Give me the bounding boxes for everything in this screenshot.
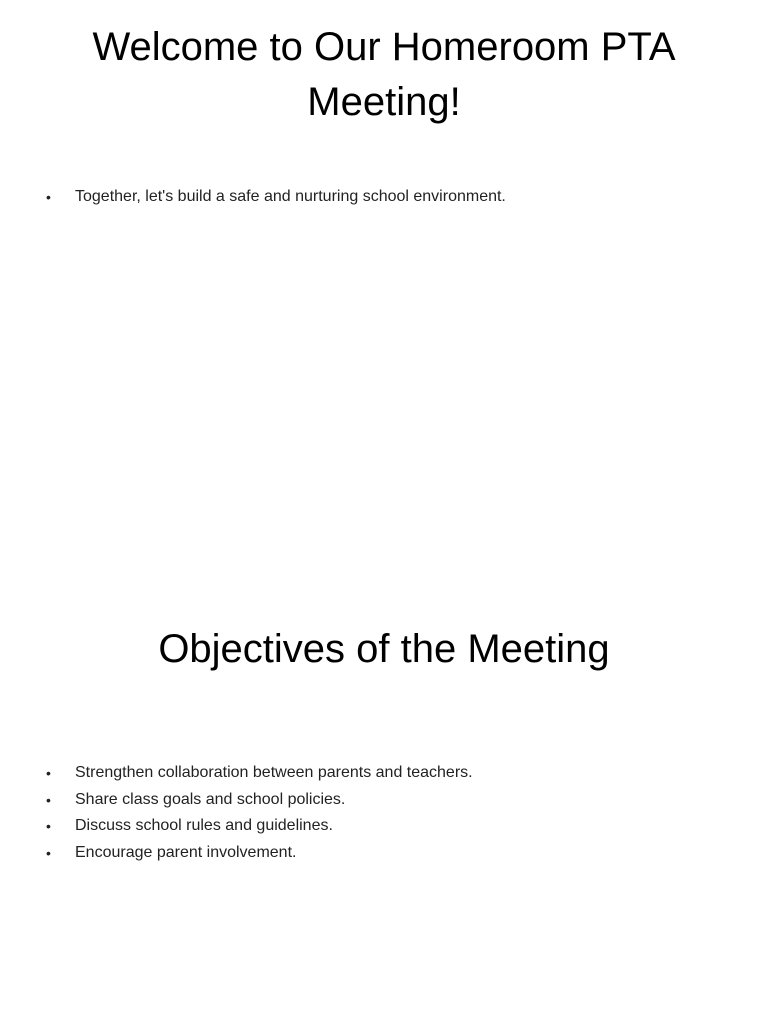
bullet-item bbox=[44, 840, 724, 867]
bullet-text: Together, let's build a safe and nurturing school environment. bbox=[75, 188, 506, 205]
slide-title: Welcome to Our Homeroom PTA Meeting! bbox=[92, 25, 676, 124]
bullet-text: Strengthen collaboration between parents and teachers. bbox=[75, 764, 473, 781]
bullet-list bbox=[44, 184, 724, 211]
bullet-icon: • bbox=[46, 189, 51, 205]
bullet-list bbox=[44, 760, 724, 866]
bullet-item bbox=[44, 184, 724, 211]
bullet-icon: • bbox=[46, 791, 51, 808]
bullet-item bbox=[44, 813, 724, 840]
bullet-item bbox=[44, 787, 724, 814]
bullet-text: Encourage parent involvement. bbox=[75, 843, 297, 861]
bullet-text: Discuss school rules and guidelines. bbox=[75, 817, 333, 834]
slide-title: Objectives of the Meeting bbox=[158, 627, 610, 671]
slide-objectives bbox=[0, 576, 768, 1024]
bullet-item bbox=[44, 760, 724, 787]
bullet-text: Share class goals and school policies. bbox=[75, 790, 346, 808]
bullet-icon: • bbox=[46, 844, 51, 861]
bullet-icon: • bbox=[46, 765, 51, 781]
bullet-icon: • bbox=[46, 818, 51, 834]
